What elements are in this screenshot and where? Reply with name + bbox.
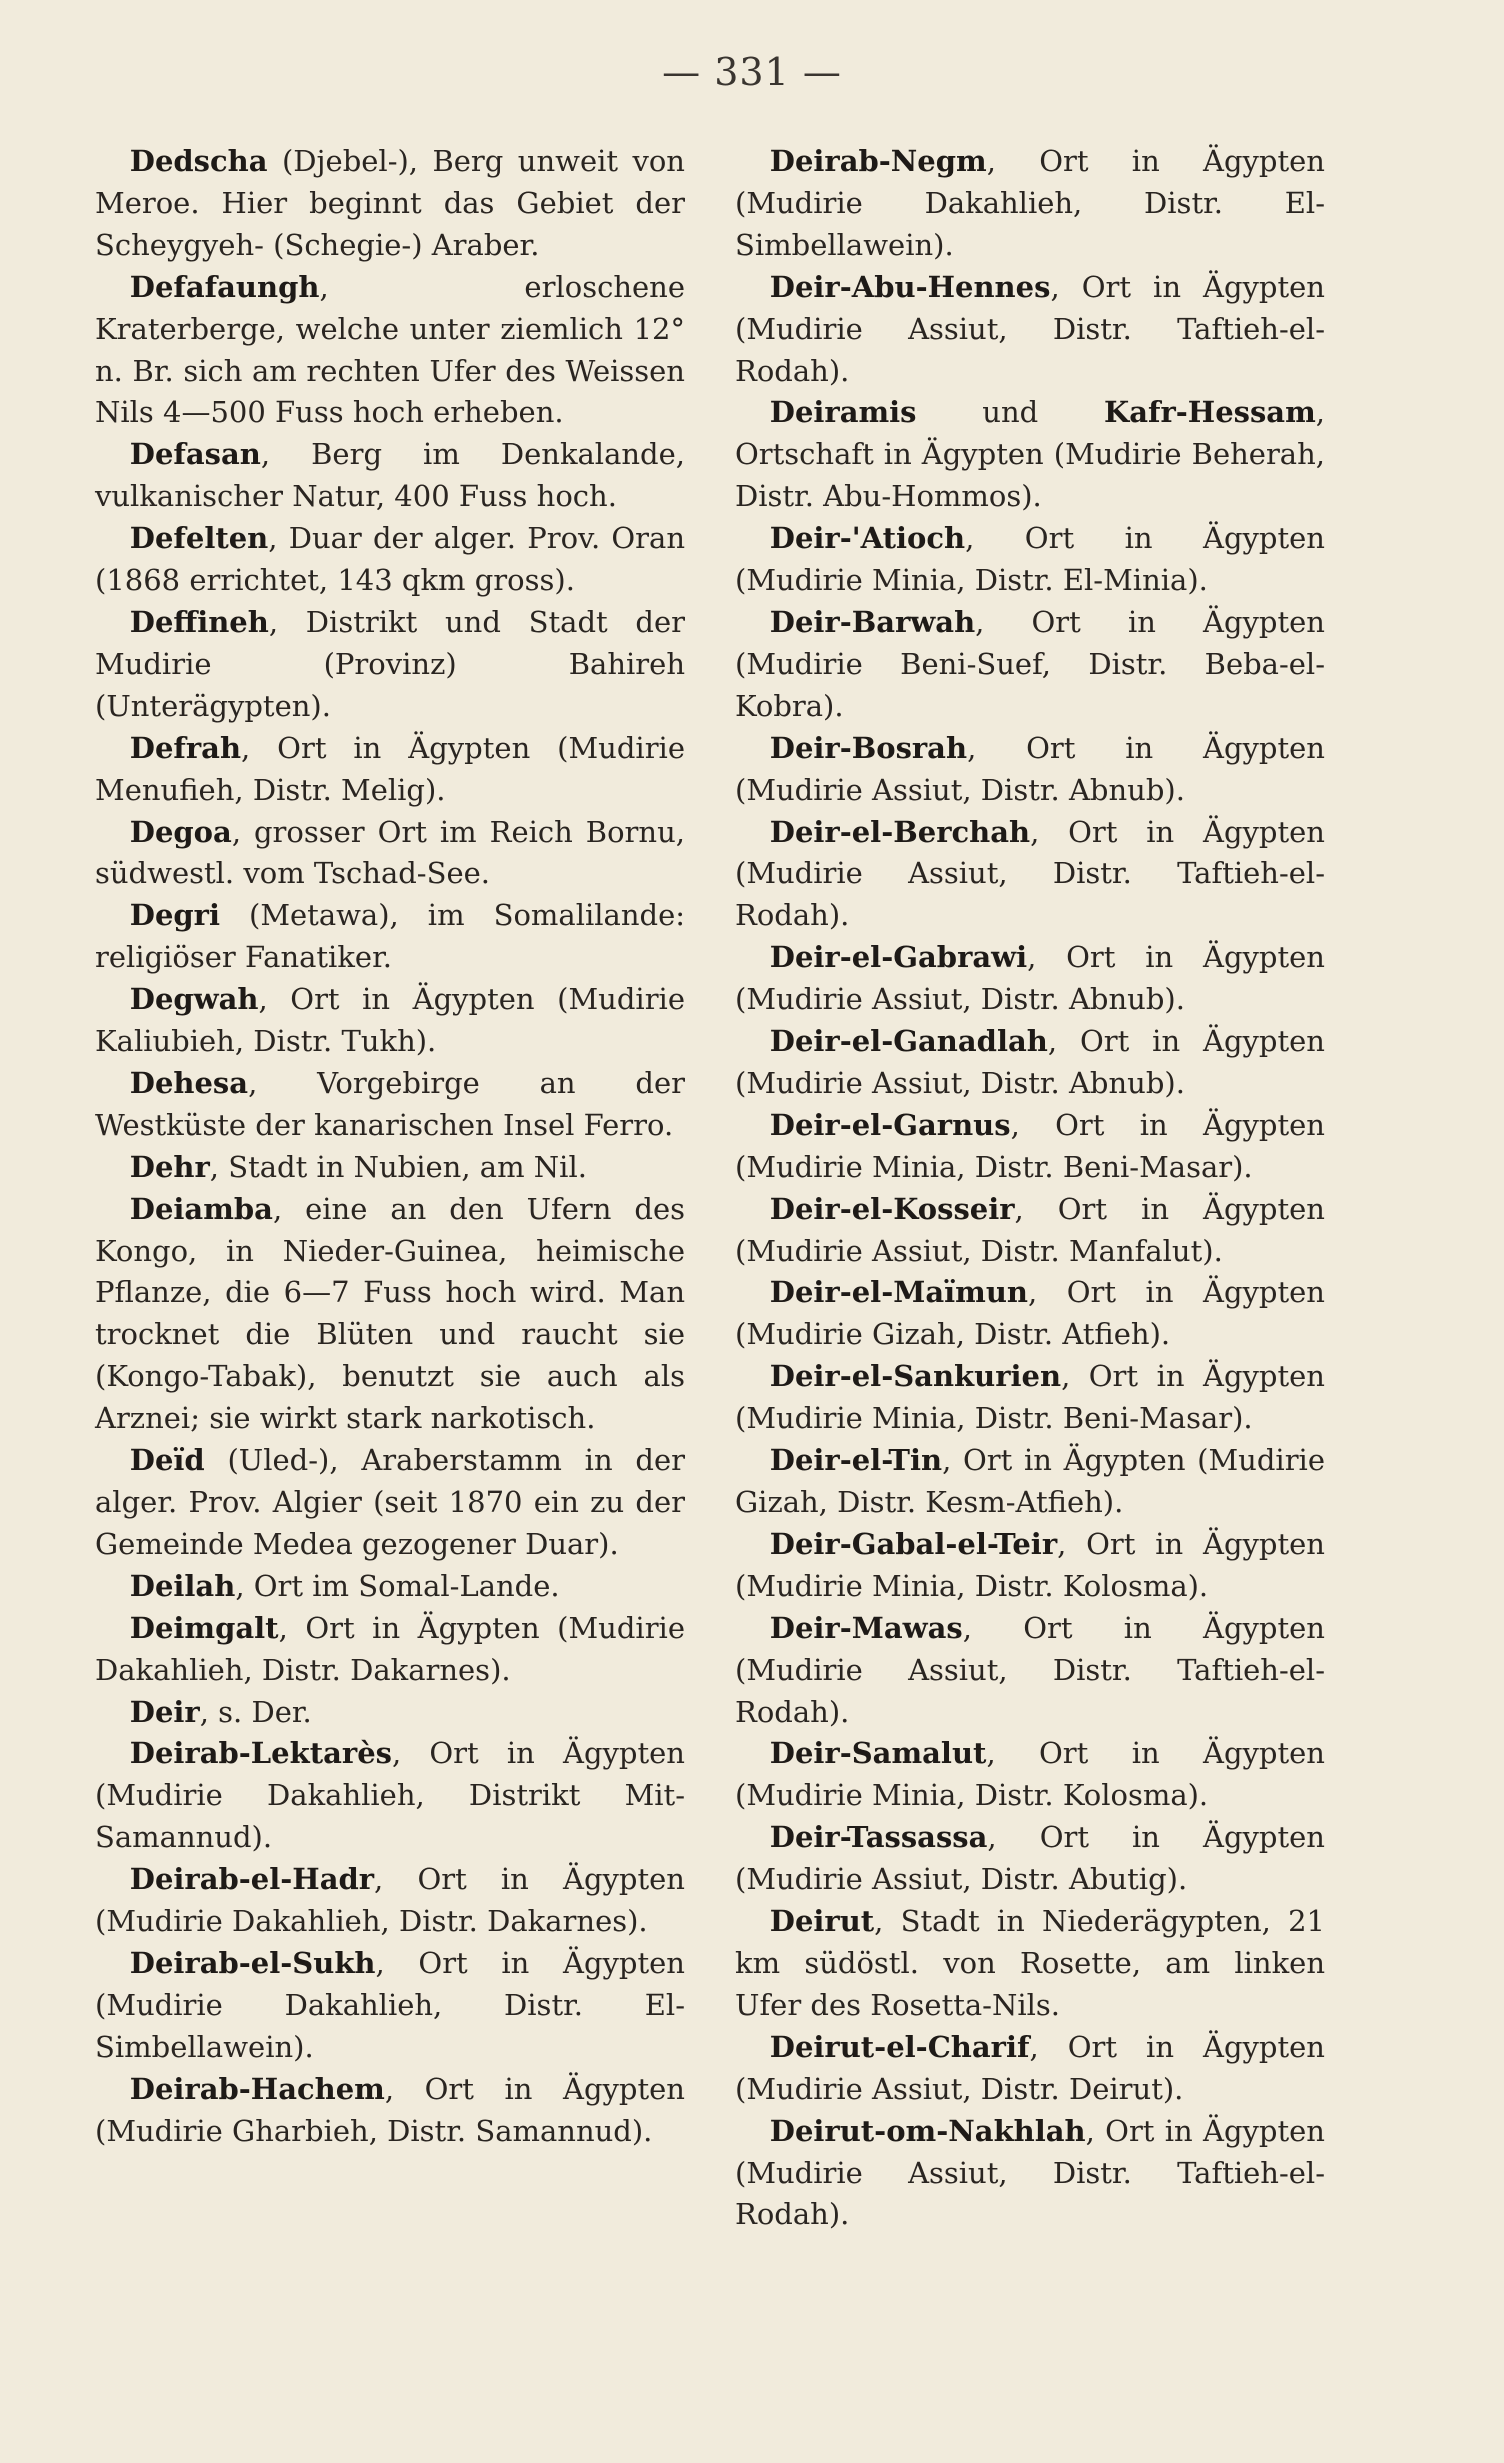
- entry-text: , Ort in Ägypten (Mudirie Beni-Suef, Distr. Beba-el-Kobra).: [735, 604, 1325, 723]
- entry: [95, 1440, 685, 1566]
- entry-text: , Ort in Ägypten (Mudirie Assiut, Distr. Abutig).: [735, 1820, 1325, 1897]
- entry-term: Deirut-el-Charif: [769, 2029, 1030, 2064]
- entry: [735, 1608, 1325, 1734]
- entry-term: Deirab-Lektarès: [129, 1736, 392, 1771]
- entry-text: , Ort in Ägypten (Mudirie Assiut, Distr. Abnub).: [735, 1024, 1325, 1100]
- entry-text: , s. Der.: [199, 1694, 312, 1729]
- entry-text: , Ort in Ägypten (Mudirie Gizah, Distr. Atfieh).: [735, 1275, 1325, 1352]
- entry-term: Deilah: [129, 1568, 236, 1603]
- entry-text: , Ort in Ägypten (Mudirie Gharbieh, Distr. Samannud).: [95, 2071, 685, 2148]
- entry: [95, 1189, 685, 1440]
- entry: [735, 2027, 1325, 2111]
- entry: [95, 434, 685, 518]
- entry-text: , Ort in Ägypten (Mudirie Assiut, Distr. Abnub).: [735, 940, 1325, 1017]
- entry: [735, 2111, 1325, 2237]
- entry-term: Deir: [129, 1694, 200, 1729]
- entry-text: , Ort in Ägypten (Mudirie Assiut, Distr. Taftieh-el-Rodah).: [735, 814, 1325, 933]
- entry: [95, 979, 685, 1063]
- entry-text: , Ort in Ägypten (Mudirie Assiut, Distr. Taftieh-el-Rodah).: [735, 2113, 1325, 2232]
- entry-term: Deir-el-Sankurien: [769, 1359, 1062, 1394]
- entry: [735, 392, 1325, 518]
- right-column: [735, 141, 1325, 2236]
- entry-term: Deir-Bosrah: [769, 730, 968, 765]
- entry-text: (Metawa), im Somalilande: religiöser Fanatiker.: [95, 898, 685, 975]
- entry-term: Deir-el-Berchah: [769, 814, 1031, 849]
- entry: [735, 1021, 1325, 1105]
- entry-term: Deir-el-Kosseir: [769, 1191, 1015, 1226]
- entry: [95, 518, 685, 602]
- entry-term: Deirut: [769, 1904, 875, 1939]
- entry: [95, 1859, 685, 1943]
- entry-text: , Ort in Ägypten (Mudirie Menufieh, Distr. Melig).: [95, 730, 685, 807]
- entry-text: , Ort in Ägypten (Mudirie Minia, Distr. Kolosma).: [735, 1736, 1325, 1813]
- entry-term: Deir-Samalut: [769, 1736, 987, 1771]
- entry-text: , Ort in Ägypten (Mudirie Minia, Distr. Beni-Masar).: [735, 1107, 1325, 1184]
- entry-term: Defelten: [129, 521, 269, 556]
- entry: [735, 937, 1325, 1021]
- entry: [95, 2069, 685, 2153]
- entry-term: Deir-Mawas: [769, 1610, 963, 1645]
- entry: [735, 141, 1325, 267]
- entry-text: , Stadt in Niederägypten, 21 km südöstl. von Rosette, am linken Ufer des Rosetta-Nils.: [735, 1904, 1325, 2022]
- entry-term: Deiamba: [129, 1191, 273, 1226]
- entry: [95, 1147, 685, 1189]
- entry: [735, 1524, 1325, 1608]
- entry-term: Deir-el-Ganadlah: [769, 1024, 1048, 1059]
- entry-term: Deir-el-Tin: [769, 1443, 943, 1478]
- entry-term: Dehesa: [129, 1065, 249, 1100]
- entry: [735, 1733, 1325, 1817]
- entry-text: , Ort im Somal-Lande.: [235, 1568, 560, 1603]
- entry-term: Deir-Abu-Hennes: [769, 269, 1051, 304]
- entry-term: Degri: [129, 898, 220, 933]
- entry-term: Deir-Tassassa: [769, 1820, 988, 1855]
- entry-text: , grosser Ort im Reich Bornu, südwestl. vom Tschad-See.: [95, 814, 685, 891]
- entry: [735, 267, 1325, 393]
- entry-term: Deir-Barwah: [769, 604, 976, 639]
- entry-term: Deir-Gabal-el-Teir: [769, 1526, 1058, 1561]
- entry-text: , Ort in Ägypten (Mudirie Minia, Distr. Kolosma).: [735, 1526, 1325, 1603]
- entry-text: , Ort in Ägypten (Mudirie Minia, Distr. El-Minia).: [735, 521, 1325, 598]
- entry-term: Defrah: [129, 730, 242, 765]
- entry-text: (Djebel-), Berg unweit von Meroe. Hier beginnt das Gebiet der Scheygyeh- (Schegie-) Araber.: [95, 144, 685, 262]
- entry-term: Kafr-Hessam: [1104, 395, 1316, 430]
- entry-term: Deir-el-Garnus: [769, 1107, 1011, 1142]
- entry: [735, 1356, 1325, 1440]
- entry: [95, 1608, 685, 1692]
- left-column: [95, 141, 685, 2153]
- entry-term: Deir-el-Maïmun: [769, 1275, 1028, 1310]
- entry-text: , Vorgebirge an der Westküste der kanarischen Insel Ferro.: [95, 1065, 685, 1142]
- entry: [735, 518, 1325, 602]
- entry-term: Deirab-Negm: [769, 144, 987, 178]
- entry-text: (Uled-), Araberstamm in der alger. Prov. Algier (seit 1870 ein zu der Gemeinde Medea gezogener Duar).: [95, 1443, 685, 1561]
- entry: [95, 141, 685, 267]
- page-number: — 331 —: [662, 50, 842, 94]
- entry: [95, 895, 685, 979]
- entry-term: Dedscha: [129, 144, 268, 178]
- entry: [95, 728, 685, 812]
- entry: [735, 1440, 1325, 1524]
- entry: [95, 1943, 685, 2069]
- entry-text: , Ort in Ägypten (Mudirie Minia, Distr. Beni-Masar).: [735, 1359, 1325, 1436]
- entry-text: , Stadt in Nubien, am Nil.: [209, 1149, 587, 1184]
- entry-text: , eine an den Ufern des Kongo, in Nieder-Guinea, heimische Pflanze, die 6—7 Fuss hoch wird. Man trocknet die Blüten und raucht sie (Kongo-Tabak), benutzt sie auch als Arznei; sie wirkt stark narkotisch.: [95, 1191, 685, 1436]
- entry-term: Deffineh: [129, 604, 269, 639]
- entry-text: , Ort in Ägypten (Mudirie Dakahlieh, Distr. El-Simbellawein).: [95, 1945, 685, 2064]
- entry-term: Deirab-Hachem: [129, 2071, 385, 2106]
- entry-text: , Ort in Ägypten (Mudirie Dakahlieh, Distrikt Mit-Samannud).: [95, 1736, 685, 1855]
- entry-text: , Ort in Ägypten (Mudirie Assiut, Distr. Abnub).: [735, 730, 1325, 807]
- entry: [735, 728, 1325, 812]
- entry-text: , Ort in Ägypten (Mudirie Dakahlieh, Distr. Dakarnes).: [95, 1862, 685, 1939]
- entry-term: Deiramis: [769, 395, 917, 430]
- entry-text: , Distrikt und Stadt der Mudirie (Provinz) Bahireh (Unterägypten).: [95, 604, 685, 723]
- entry: [95, 1692, 685, 1734]
- entry-text: , Ort in Ägypten (Mudirie Dakahlieh, Distr. Dakarnes).: [95, 1610, 685, 1687]
- entry-term: Defafaungh: [129, 269, 320, 304]
- entry-term: Degwah: [129, 982, 259, 1017]
- entry-text: , Ort in Ägypten (Mudirie Gizah, Distr. Kesm-Atfieh).: [735, 1443, 1325, 1519]
- entry: [735, 1105, 1325, 1189]
- entry: [95, 267, 685, 435]
- entry-text: , Ort in Ägypten (Mudirie Assiut, Distr. Taftieh-el-Rodah).: [735, 269, 1325, 388]
- entry-text: , Ortschaft in Ägypten (Mudirie Beherah, Distr. Abu-Hommos).: [735, 395, 1325, 514]
- entry-text: , Berg im Denkalande, vulkanischer Natur, 400 Fuss hoch.: [95, 437, 685, 514]
- entry: [95, 1063, 685, 1147]
- entry-text: , Ort in Ägypten (Mudirie Assiut, Distr. Manfalut).: [735, 1191, 1325, 1268]
- entry-term: Deirut-om-Nakhlah: [769, 2113, 1086, 2148]
- entry: [95, 1566, 685, 1608]
- entry-text: , Duar der alger. Prov. Oran (1868 errichtet, 143 qkm gross).: [95, 521, 685, 598]
- entry-text: , Ort in Ägypten (Mudirie Assiut, Distr. Deirut).: [735, 2029, 1325, 2106]
- entry-term: Dehr: [129, 1149, 210, 1184]
- entry-term: Deïd: [129, 1443, 205, 1478]
- entry-term: Deirab-el-Hadr: [129, 1862, 375, 1897]
- entry-text: , Ort in Ägypten (Mudirie Kaliubieh, Distr. Tukh).: [95, 982, 685, 1059]
- entry: [95, 812, 685, 896]
- entry-term: Deir-'Atioch: [769, 521, 966, 556]
- entry-text: und: [916, 395, 1105, 430]
- entry-text: , Ort in Ägypten (Mudirie Assiut, Distr. Taftieh-el-Rodah).: [735, 1610, 1325, 1729]
- entry-term: Deimgalt: [129, 1610, 279, 1645]
- entry-text: , erloschene Kraterberge, welche unter ziemlich 12° n. Br. sich am rechten Ufer des Weissen Nils 4—500 Fuss hoch erheben.: [95, 269, 685, 430]
- entry: [735, 602, 1325, 728]
- entry: [735, 1189, 1325, 1273]
- entry: [735, 1817, 1325, 1901]
- entry: [735, 1272, 1325, 1356]
- entry-term: Deirab-el-Sukh: [129, 1945, 376, 1980]
- entry-term: Defasan: [129, 437, 261, 472]
- entry-term: Deir-el-Gabrawi: [769, 940, 1028, 975]
- entry-term: Degoa: [129, 814, 232, 849]
- entry: [95, 1733, 685, 1859]
- entry: [735, 812, 1325, 938]
- entry: [95, 602, 685, 728]
- entry-text: , Ort in Ägypten (Mudirie Dakahlieh, Distr. El-Simbellawein).: [735, 144, 1325, 262]
- entry: [735, 1901, 1325, 2027]
